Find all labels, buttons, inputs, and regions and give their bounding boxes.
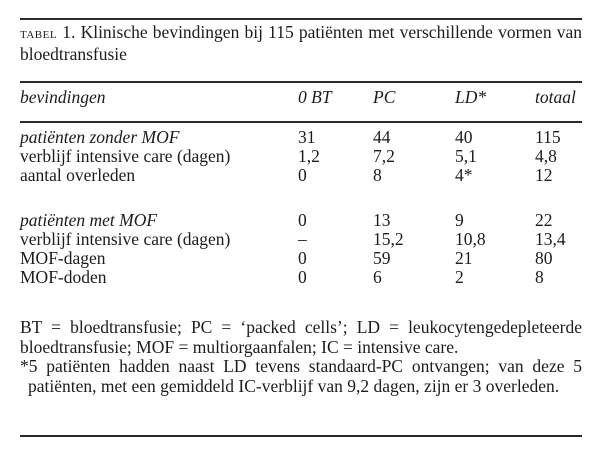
row-value: 12 (535, 165, 553, 185)
row-value: 21 (455, 248, 473, 268)
row-label: verblijf intensive care (dagen) (20, 146, 231, 166)
header-bottom-rule (20, 121, 582, 123)
row-value: – (298, 229, 307, 249)
row-value: 5,1 (455, 146, 477, 166)
row-value: 4* (455, 165, 473, 185)
row-value: 13 (373, 210, 391, 230)
row-label: verblijf intensive care (dagen) (20, 229, 231, 249)
row-value: 10,8 (455, 229, 486, 249)
row-value: 8 (535, 267, 544, 287)
header-0bt: 0 BT (298, 87, 332, 107)
row-label: MOF-dagen (20, 248, 106, 268)
header-ld: LD* (455, 87, 487, 107)
row-value: 8 (373, 165, 382, 185)
row-label: patiënten zonder MOF (20, 127, 180, 147)
header-bevindingen: bevindingen (20, 87, 106, 107)
row-value: 15,2 (373, 229, 404, 249)
header-totaal: totaal (535, 87, 576, 107)
row-value: 6 (373, 267, 382, 287)
caption-label: tabel (20, 25, 58, 42)
row-label: MOF-doden (20, 267, 107, 287)
row-value: 40 (455, 127, 473, 147)
row-value: 115 (535, 127, 561, 147)
row-value: 44 (373, 127, 391, 147)
row-value: 2 (455, 267, 464, 287)
row-value: 31 (298, 127, 316, 147)
row-value: 4,8 (535, 146, 557, 166)
top-rule (20, 18, 582, 20)
row-value: 13,4 (535, 229, 566, 249)
row-label: aantal overleden (20, 165, 136, 185)
row-label: patiënten met MOF (20, 210, 158, 230)
row-value: 1,2 (298, 146, 320, 166)
row-value: 0 (298, 267, 307, 287)
header-pc: PC (373, 87, 396, 107)
row-value: 59 (373, 248, 391, 268)
row-value: 0 (298, 210, 307, 230)
row-value: 22 (535, 210, 553, 230)
table-caption (20, 22, 582, 65)
row-value: 7,2 (373, 146, 395, 166)
row-value: 0 (298, 248, 307, 268)
header-top-rule (20, 81, 582, 83)
bottom-rule (20, 435, 582, 437)
footnote-abbreviations: BT = bloedtransfusie; PC = ‘packed cells’; LD = leukocytengedepleteerde bloedtransfusie; MOF = multiorgaanfalen; IC = intensive care. (20, 317, 582, 357)
footnote-asterisk: *5 patiënten hadden naast LD tevens standaard-PC ontvangen; van deze 5 patiënten, met een gemiddeld IC-verblijf van 9,2 dagen, zijn er 3 overleden. (20, 356, 582, 396)
caption-text: Klinische bevindingen bij 115 patiënten met verschillende vormen van bloedtransfusie (20, 22, 583, 64)
row-value: 9 (455, 210, 464, 230)
row-value: 80 (535, 248, 553, 268)
table-footnotes (20, 318, 582, 396)
caption-number: 1. (62, 22, 76, 42)
row-value: 0 (298, 165, 307, 185)
